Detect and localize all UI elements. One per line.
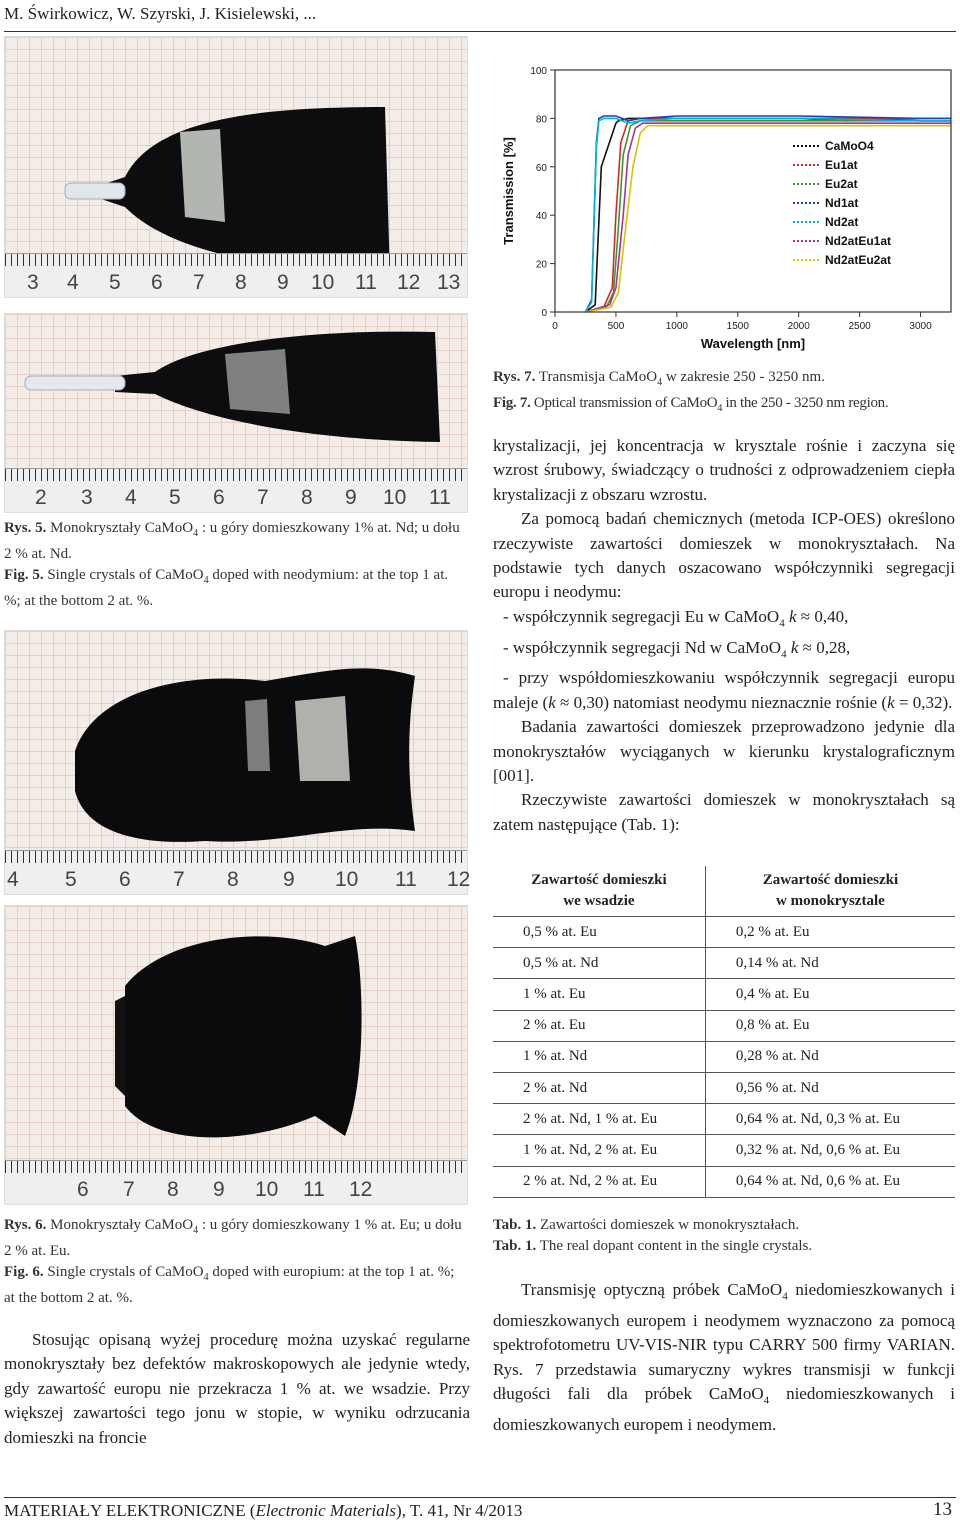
y-tick-label: 0 <box>541 308 547 319</box>
y-tick-label: 20 <box>535 259 547 271</box>
journal-footer <box>4 1501 522 1521</box>
photo-crystal-nd-2at <box>4 313 468 513</box>
segregation-eu <box>493 605 955 636</box>
cell-melt: 2 % at. Nd, 2 % at. Eu <box>493 1166 705 1197</box>
paragraph <box>493 1278 955 1437</box>
cell-crystal: 0,4 % at. Eu <box>705 979 955 1010</box>
table-row <box>493 1166 955 1197</box>
legend-label: Nd2atEu2at <box>825 253 892 267</box>
header-melt <box>493 866 705 917</box>
legend-label: Eu2at <box>825 177 858 191</box>
ruler-num: 6 <box>77 1178 89 1201</box>
caption-sub: 4 <box>657 377 663 388</box>
ruler-num: 10 <box>255 1178 279 1201</box>
ruler-num: 12 <box>447 868 471 891</box>
caption-sub: 4 <box>193 528 199 539</box>
ruler <box>5 253 467 297</box>
text: = 0,32). <box>894 692 953 712</box>
footer-italic: Electronic Materials <box>255 1501 397 1520</box>
cell-melt: 2 % at. Eu <box>493 1010 705 1041</box>
cell-crystal: 0,56 % at. Nd <box>705 1072 955 1103</box>
caption-text: in the 250 - 3250 nm region. <box>722 395 889 411</box>
cell-melt: 0,5 % at. Nd <box>493 948 705 979</box>
caption-text: doped with neodymium: at the top 1 at. %; at the bottom 2 at. %. <box>4 567 449 609</box>
photo-crystal-eu-1at <box>4 630 471 895</box>
caption-label: Fig. 6. <box>4 1264 44 1280</box>
text: niedomieszkowanych i domieszkowanych europem i neodymem. <box>493 1384 956 1434</box>
caption-label: Tab. 1. <box>493 1238 537 1254</box>
table-1-caption <box>493 1215 959 1257</box>
ruler-num: 7 <box>173 868 185 891</box>
x-tick-label: 1500 <box>726 321 749 332</box>
k-symbol: k <box>788 606 797 626</box>
caption-english <box>493 1236 959 1257</box>
caption-label: Rys. 5. <box>4 520 47 536</box>
caption-text: doped with europium: at the top 1 at. %; at the bottom 2 at. %. <box>4 1264 455 1306</box>
header-text: Zawartość domieszki <box>531 872 667 888</box>
right-lower-body-text <box>493 1278 955 1437</box>
ruler-num: 8 <box>227 868 239 891</box>
legend-label: Nd2atEu1at <box>825 234 892 248</box>
caption-english <box>493 393 959 419</box>
chart-svg <box>493 58 959 360</box>
ruler-numbers-bottom <box>5 1176 467 1202</box>
ruler-num: 5 <box>109 271 121 294</box>
ruler-numbers-top <box>5 269 467 295</box>
cell-melt: 0,5 % at. Eu <box>493 917 705 948</box>
ruler-num: 4 <box>7 868 19 891</box>
paragraph: Badania zawartości domieszek przeprowadzono jedynie dla monokryształów wyciąganych w kierunku krystalograficznym [001]. <box>493 717 955 786</box>
x-tick-label: 500 <box>607 321 625 332</box>
legend-label: Eu1at <box>825 158 858 172</box>
ruler-num: 6 <box>119 868 131 891</box>
ruler-num: 5 <box>65 868 77 891</box>
caption-polish <box>4 1215 468 1262</box>
table-row <box>493 917 955 948</box>
ruler-num: 13 <box>437 271 461 294</box>
ruler-num: 12 <box>349 1178 373 1201</box>
ruler-num: 10 <box>311 271 335 294</box>
text: ≈ 0,30) natomiast neodymu nieznacznie rośnie ( <box>555 692 888 712</box>
caption-text: The real dopant content in the single crystals. <box>536 1238 813 1254</box>
header-text: w monokrysztale <box>776 893 885 909</box>
x-tick-label: 0 <box>552 321 558 332</box>
ruler-num: 9 <box>213 1178 225 1201</box>
header-text: Zawartość domieszki <box>762 872 899 888</box>
caption-label: Rys. 6. <box>4 1217 47 1233</box>
segregation-codoping <box>493 666 955 715</box>
caption-label: Tab. 1. <box>493 1217 537 1233</box>
cell-crystal: 0,2 % at. Eu <box>705 917 955 948</box>
ruler-numbers-mid <box>5 484 467 510</box>
paragraph: krystalizacji, jej koncentracja w krysztale rośnie i zaczyna się wzrost śrubowy, świadczący o trudności z odprowadzeniem ciepła krystalizacji z obszaru wzrostu. <box>493 436 955 504</box>
y-tick-label: 40 <box>535 211 547 223</box>
ruler-num: 7 <box>257 486 269 509</box>
caption-text: w zakresie 250 - 3250 nm. <box>662 369 825 385</box>
text: niedomieszkowanych i domieszkowanych europem i neodymem wyznaczono za pomocą spektrofotometru UV-VIS-NIR typu CARRY 500 firmy VARIAN. Rys. 7 przedstawia sumaryczny wykres transmisji w funkcji długości fali dla próbek CaMoO <box>493 1280 955 1404</box>
text: ≈ 0,40, <box>796 606 849 626</box>
left-body-text <box>4 1328 470 1450</box>
legend-label: Nd2at <box>825 215 859 229</box>
footer-rule <box>4 1497 956 1498</box>
caption-text: Single crystals of CaMoO <box>43 567 204 583</box>
table-row <box>493 948 955 979</box>
caption-text: Zawartości domieszek w monokryształach. <box>536 1217 800 1233</box>
caption-sub: 4 <box>203 1272 209 1283</box>
cell-crystal: 0,28 % at. Nd <box>705 1041 955 1072</box>
ruler-num: 4 <box>67 271 79 294</box>
caption-sub: 4 <box>203 575 209 586</box>
ruler-num: 4 <box>125 486 137 509</box>
ruler <box>5 1160 467 1204</box>
caption-label: Fig. 7. <box>493 395 531 411</box>
ruler-num: 3 <box>27 271 39 294</box>
text: Za pomocą badań chemicznych (metoda ICP-OES) określono rzeczywiste zawartości domieszek w monokryształach. <box>493 509 955 553</box>
ruler-num: 11 <box>303 1178 325 1201</box>
ruler-numbers-large <box>5 866 471 892</box>
y-axis-label: Transmission [%] <box>501 137 516 245</box>
caption-polish <box>493 1215 959 1236</box>
cell-crystal: 0,64 % at. Nd, 0,6 % at. Eu <box>705 1166 955 1197</box>
sub: 4 <box>779 617 785 630</box>
ruler-num: 11 <box>395 868 417 891</box>
text: - współczynnik segregacji Nd w CaMoO <box>503 637 782 657</box>
transmission-chart <box>493 58 959 360</box>
ruler-num: 7 <box>123 1178 135 1201</box>
text: - przy współdomieszkowaniu współczynnik segregacji europu maleje ( <box>493 668 955 712</box>
caption-label: Rys. 7. <box>493 369 536 385</box>
table-row <box>493 1072 955 1103</box>
header-rule <box>4 31 956 32</box>
cell-melt: 1 % at. Nd, 2 % at. Eu <box>493 1135 705 1166</box>
table-header-row <box>493 866 955 917</box>
cell-melt: 2 % at. Nd <box>493 1072 705 1103</box>
x-tick-label: 3000 <box>909 321 932 332</box>
figure-6-caption <box>4 1215 468 1309</box>
dopant-table <box>493 866 955 1198</box>
table-row <box>493 979 955 1010</box>
header-crystal <box>705 866 955 917</box>
caption-text: Transmisja CaMoO <box>535 369 658 385</box>
ruler <box>5 468 467 512</box>
header-text: we wsadzie <box>563 893 635 909</box>
paragraph: Stosując opisaną wyżej procedurę można uzyskać regularne monokryształy bez defektów makroskopowych ale jedynie wtedy, gdy zawartość europu nie przekracza 1 % at. we wsadzie. Przy większej zawartości tego jonu w stopie, w wyniku odrzucania domieszki na froncie <box>4 1330 470 1447</box>
cell-melt: 1 % at. Eu <box>493 979 705 1010</box>
ruler-num: 11 <box>355 271 377 294</box>
caption-text: Single crystals of CaMoO <box>43 1264 204 1280</box>
caption-text: Monokryształy CaMoO <box>46 520 194 536</box>
figure-5-caption <box>4 518 468 612</box>
caption-text: : u góry domieszkowany 1% at. Nd; u dołu 2 % at. Nd. <box>4 520 460 562</box>
cell-melt: 2 % at. Nd, 1 % at. Eu <box>493 1104 705 1135</box>
text: ≈ 0,28, <box>798 637 851 657</box>
sub: 4 <box>763 1394 770 1407</box>
paragraph: Rzeczywiste zawartości domieszek w monokryształach są zatem następujące (Tab. 1): <box>493 790 955 834</box>
ruler-num: 6 <box>151 271 163 294</box>
ruler-num: 9 <box>345 486 357 509</box>
x-tick-label: 1000 <box>665 321 688 332</box>
segregation-nd <box>493 636 955 667</box>
cell-crystal: 0,32 % at. Nd, 0,6 % at. Eu <box>705 1135 955 1166</box>
ruler-num: 8 <box>167 1178 179 1201</box>
caption-text: Monokryształy CaMoO <box>46 1217 194 1233</box>
caption-label: Fig. 5. <box>4 567 44 583</box>
caption-sub: 4 <box>717 403 723 414</box>
legend-label: CaMoO4 <box>825 139 874 153</box>
photo-crystal-eu-2at <box>4 905 468 1205</box>
legend-label: Nd1at <box>825 196 859 210</box>
cell-crystal: 0,14 % at. Nd <box>705 948 955 979</box>
y-tick-label: 100 <box>530 66 547 77</box>
ruler-num: 7 <box>193 271 205 294</box>
figure-7-caption <box>493 367 959 419</box>
right-body-text <box>493 434 955 837</box>
caption-sub: 4 <box>193 1225 199 1236</box>
caption-text: : u góry domieszkowany 1 % at. Eu; u dołu 2 % at. Eu. <box>4 1217 462 1259</box>
ruler-num: 5 <box>169 486 181 509</box>
text: - współczynnik segregacji Eu w CaMoO <box>503 606 780 626</box>
ruler-num: 8 <box>301 486 313 509</box>
table-row <box>493 1041 955 1072</box>
y-tick-label: 60 <box>535 162 547 174</box>
caption-polish <box>493 367 959 393</box>
x-tick-label: 2000 <box>787 321 810 332</box>
page-number: 13 <box>933 1499 952 1520</box>
ruler-num: 9 <box>283 868 295 891</box>
k-symbol: k <box>548 692 556 712</box>
paragraph <box>493 507 955 605</box>
caption-english <box>4 1262 468 1309</box>
caption-english <box>4 565 468 612</box>
ruler-num: 10 <box>383 486 407 509</box>
table-row <box>493 1104 955 1135</box>
text: Transmisję optyczną próbek CaMoO <box>521 1280 783 1299</box>
running-header: M. Świrkowicz, W. Szyrski, J. Kisielewski, ... <box>4 4 317 23</box>
caption-polish <box>4 518 468 565</box>
ruler-num: 2 <box>35 486 47 509</box>
table-row <box>493 1010 955 1041</box>
ruler-num: 8 <box>235 271 247 294</box>
ruler-num: 6 <box>213 486 225 509</box>
cell-crystal: 0,64 % at. Nd, 0,3 % at. Eu <box>705 1104 955 1135</box>
y-tick-label: 80 <box>535 114 547 126</box>
k-symbol: k <box>887 692 895 712</box>
ruler-num: 3 <box>81 486 93 509</box>
footer-text: ), T. 41, Nr 4/2013 <box>396 1501 523 1520</box>
x-axis-label: Wavelength [nm] <box>700 336 806 351</box>
x-tick-label: 2500 <box>848 321 871 332</box>
photo-crystal-nd-1at <box>4 36 468 298</box>
footer-text: MATERIAŁY ELEKTRONICZNE ( <box>4 1501 256 1520</box>
table-row <box>493 1135 955 1166</box>
ruler-num: 9 <box>277 271 289 294</box>
sub: 4 <box>781 648 787 661</box>
caption-text: Optical transmission of CaMoO <box>530 395 718 411</box>
ruler-num: 12 <box>397 271 421 294</box>
ruler <box>5 850 471 894</box>
ruler-num: 10 <box>335 868 359 891</box>
cell-crystal: 0,8 % at. Eu <box>705 1010 955 1041</box>
cell-melt: 1 % at. Nd <box>493 1041 705 1072</box>
ruler-num: 11 <box>429 486 451 509</box>
text: Na podstawie tych danych oszacowano współczynniki segregacji europu i neodymu: <box>493 533 955 602</box>
k-symbol: k <box>790 637 799 657</box>
sub: 4 <box>782 1290 788 1303</box>
